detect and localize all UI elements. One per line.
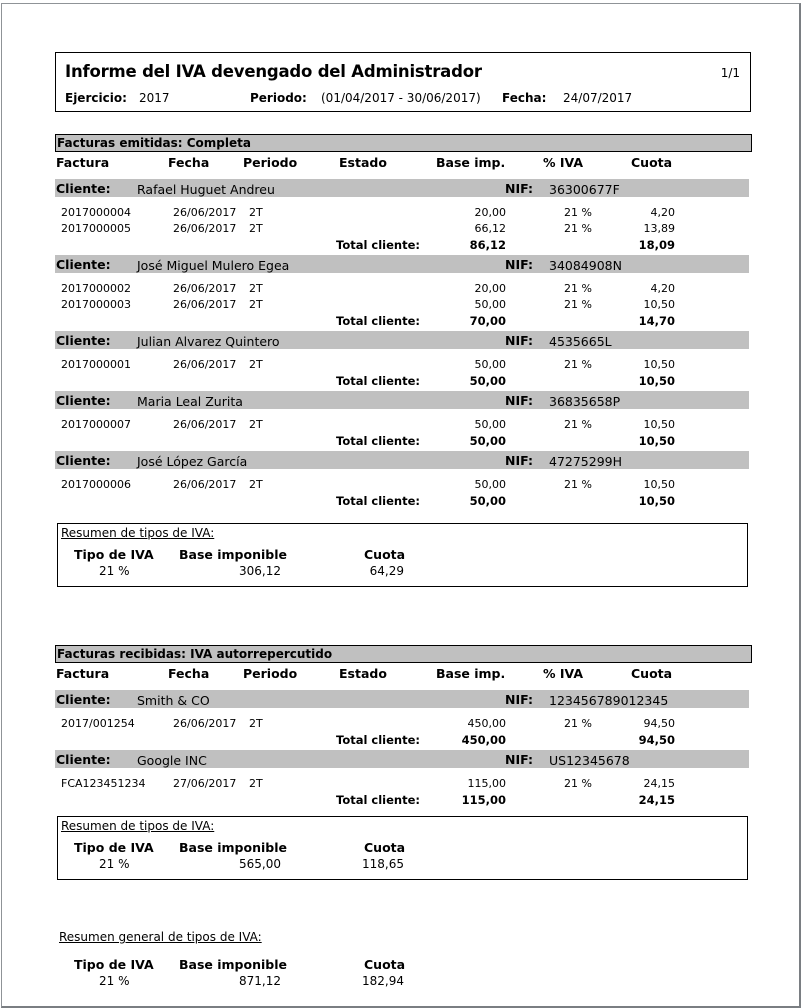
invoice-base: 20,00: [474, 206, 506, 219]
total-base: 86,12: [469, 238, 506, 252]
invoice-iva: 21 %: [564, 206, 592, 219]
total-base: 115,00: [461, 793, 506, 807]
client-label: Cliente:: [56, 393, 111, 408]
total-base: 50,00: [469, 374, 506, 388]
client-nif: 36835658P: [549, 394, 621, 409]
invoice-base: 50,00: [474, 358, 506, 371]
invoice-date: 26/06/2017: [173, 282, 237, 295]
summary-title: Resumen de tipos de IVA:: [61, 526, 215, 540]
invoice-number: FCA123451234: [61, 777, 146, 790]
column-header--iva: % IVA: [543, 666, 584, 681]
invoice-date: 26/06/2017: [173, 298, 237, 311]
client-label: Cliente:: [56, 333, 111, 348]
total-cliente-label: Total cliente:: [336, 793, 421, 807]
section-title: Facturas emitidas: Completa: [55, 134, 752, 152]
total-cuota: 14,70: [638, 314, 675, 328]
invoice-number: 2017000004: [61, 206, 131, 219]
invoice-base: 115,00: [467, 777, 506, 790]
fecha-value: 24/07/2017: [563, 91, 633, 105]
summary-tipo: 21 %: [99, 564, 130, 578]
nif-label: NIF:: [505, 393, 533, 408]
client-label: Cliente:: [56, 752, 111, 767]
ejercicio-label: Ejercicio:: [65, 91, 127, 105]
nif-label: NIF:: [505, 692, 533, 707]
summary-cuota: 118,65: [362, 857, 404, 871]
invoice-cuota: 4,20: [650, 282, 675, 295]
invoice-base: 66,12: [474, 222, 506, 235]
invoice-period: 2T: [249, 298, 263, 311]
invoice-period: 2T: [249, 222, 263, 235]
invoice-period: 2T: [249, 282, 263, 295]
client-nif: 4535665L: [549, 334, 612, 349]
column-header--iva: % IVA: [543, 155, 584, 170]
total-cuota: 10,50: [638, 434, 675, 448]
fecha-label: Fecha:: [502, 91, 547, 105]
summary-header-base: Base imponible: [179, 840, 287, 855]
invoice-period: 2T: [249, 206, 263, 219]
client-name: José Miguel Mulero Egea: [137, 258, 290, 273]
ejercicio-value: 2017: [139, 91, 170, 105]
column-header-cuota: Cuota: [631, 155, 673, 170]
invoice-date: 26/06/2017: [173, 358, 237, 371]
client-label: Cliente:: [56, 181, 111, 196]
total-cliente-label: Total cliente:: [336, 434, 421, 448]
invoice-date: 26/06/2017: [173, 478, 237, 491]
column-header-periodo: Periodo: [243, 666, 298, 681]
invoice-period: 2T: [249, 777, 263, 790]
client-nif: 123456789012345: [549, 693, 669, 708]
summary-base: 306,12: [239, 564, 281, 578]
column-header-estado: Estado: [339, 155, 387, 170]
invoice-base: 50,00: [474, 478, 506, 491]
invoice-cuota: 10,50: [643, 298, 675, 311]
invoice-date: 26/06/2017: [173, 717, 237, 730]
invoice-base: 20,00: [474, 282, 506, 295]
column-header-base-imp-: Base imp.: [436, 155, 506, 170]
total-base: 50,00: [469, 494, 506, 508]
invoice-cuota: 94,50: [643, 717, 675, 730]
total-base: 450,00: [461, 733, 506, 747]
invoice-cuota: 13,89: [643, 222, 675, 235]
report-header: [55, 52, 751, 112]
column-header-factura: Factura: [56, 155, 110, 170]
client-nif: 36300677F: [549, 182, 620, 197]
client-nif: 47275299H: [549, 454, 623, 469]
summary-cuota: 64,29: [369, 564, 404, 578]
invoice-period: 2T: [249, 478, 263, 491]
invoice-number: 2017/001254: [61, 717, 135, 730]
summary-cuota: 182,94: [362, 974, 404, 988]
client-label: Cliente:: [56, 453, 111, 468]
summary-header-tipo: Tipo de IVA: [74, 840, 154, 855]
client-name: Smith & CO: [137, 693, 210, 708]
client-name: Google INC: [137, 753, 207, 768]
summary-header-tipo: Tipo de IVA: [74, 957, 154, 972]
summary-header-cuota: Cuota: [364, 957, 406, 972]
invoice-iva: 21 %: [564, 298, 592, 311]
nif-label: NIF:: [505, 181, 533, 196]
client-name: Maria Leal Zurita: [137, 394, 243, 409]
periodo-value: (01/04/2017 - 30/06/2017): [321, 91, 481, 105]
invoice-cuota: 10,50: [643, 358, 675, 371]
invoice-iva: 21 %: [564, 418, 592, 431]
summary-header-tipo: Tipo de IVA: [74, 547, 154, 562]
column-header-factura: Factura: [56, 666, 110, 681]
column-header-estado: Estado: [339, 666, 387, 681]
summary-header-base: Base imponible: [179, 547, 287, 562]
invoice-iva: 21 %: [564, 777, 592, 790]
summary-header-base: Base imponible: [179, 957, 287, 972]
summary-base: 565,00: [239, 857, 281, 871]
invoice-date: 26/06/2017: [173, 418, 237, 431]
invoice-base: 50,00: [474, 418, 506, 431]
invoice-number: 2017000006: [61, 478, 131, 491]
invoice-date: 27/06/2017: [173, 777, 237, 790]
nif-label: NIF:: [505, 257, 533, 272]
client-label: Cliente:: [56, 257, 111, 272]
invoice-number: 2017000007: [61, 418, 131, 431]
summary-header-cuota: Cuota: [364, 547, 406, 562]
invoice-iva: 21 %: [564, 717, 592, 730]
periodo-label: Periodo:: [250, 91, 307, 105]
invoice-cuota: 10,50: [643, 478, 675, 491]
invoice-period: 2T: [249, 358, 263, 371]
total-cliente-label: Total cliente:: [336, 314, 421, 328]
total-cuota: 18,09: [638, 238, 675, 252]
column-header-fecha: Fecha: [168, 666, 210, 681]
invoice-number: 2017000002: [61, 282, 131, 295]
section-title: Facturas recibidas: IVA autorrepercutido: [55, 645, 752, 663]
invoice-cuota: 10,50: [643, 418, 675, 431]
invoice-date: 26/06/2017: [173, 206, 237, 219]
nif-label: NIF:: [505, 453, 533, 468]
invoice-number: 2017000001: [61, 358, 131, 371]
client-name: Julian Alvarez Quintero: [137, 334, 280, 349]
total-cliente-label: Total cliente:: [336, 733, 421, 747]
invoice-base: 50,00: [474, 298, 506, 311]
column-header-periodo: Periodo: [243, 155, 298, 170]
invoice-base: 450,00: [467, 717, 506, 730]
invoice-period: 2T: [249, 717, 263, 730]
invoice-iva: 21 %: [564, 478, 592, 491]
invoice-iva: 21 %: [564, 222, 592, 235]
summary-header-cuota: Cuota: [364, 840, 406, 855]
total-cuota: 10,50: [638, 374, 675, 388]
column-header-base-imp-: Base imp.: [436, 666, 506, 681]
report-title: Informe del IVA devengado del Administrador: [65, 62, 482, 81]
total-cliente-label: Total cliente:: [336, 238, 421, 252]
client-name: Rafael Huguet Andreu: [137, 182, 275, 197]
summary-title: Resumen de tipos de IVA:: [61, 819, 215, 833]
total-cuota: 94,50: [638, 733, 675, 747]
invoice-number: 2017000005: [61, 222, 131, 235]
client-nif: 34084908N: [549, 258, 622, 273]
invoice-date: 26/06/2017: [173, 222, 237, 235]
total-cuota: 24,15: [638, 793, 675, 807]
column-header-fecha: Fecha: [168, 155, 210, 170]
summary-base: 871,12: [239, 974, 281, 988]
invoice-iva: 21 %: [564, 358, 592, 371]
nif-label: NIF:: [505, 333, 533, 348]
page-number: 1/1: [720, 66, 740, 80]
invoice-cuota: 4,20: [650, 206, 675, 219]
total-base: 50,00: [469, 434, 506, 448]
summary-title: Resumen general de tipos de IVA:: [59, 930, 262, 944]
total-cuota: 10,50: [638, 494, 675, 508]
client-nif: US12345678: [549, 753, 630, 768]
nif-label: NIF:: [505, 752, 533, 767]
total-cliente-label: Total cliente:: [336, 374, 421, 388]
total-cliente-label: Total cliente:: [336, 494, 421, 508]
client-name: José López García: [137, 454, 248, 469]
client-label: Cliente:: [56, 692, 111, 707]
invoice-cuota: 24,15: [643, 777, 675, 790]
invoice-period: 2T: [249, 418, 263, 431]
total-base: 70,00: [469, 314, 506, 328]
summary-tipo: 21 %: [99, 857, 130, 871]
column-header-cuota: Cuota: [631, 666, 673, 681]
summary-tipo: 21 %: [99, 974, 130, 988]
invoice-iva: 21 %: [564, 282, 592, 295]
invoice-number: 2017000003: [61, 298, 131, 311]
